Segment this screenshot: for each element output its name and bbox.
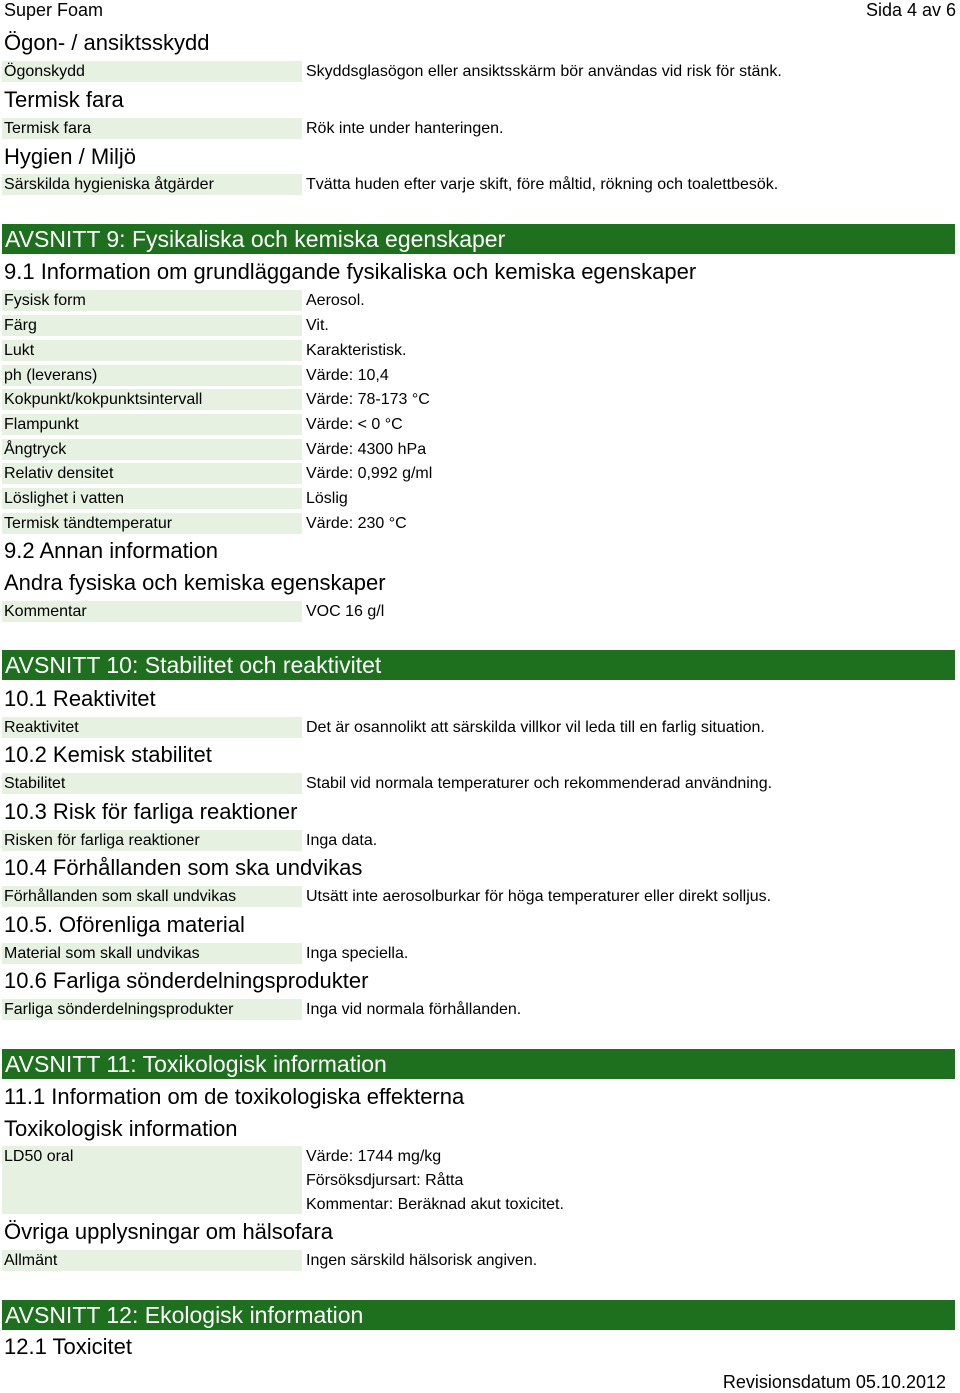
section-12-1-heading: 12.1 Toxicitet <box>4 1334 133 1359</box>
section-9-2-heading: 9.2 Annan information <box>4 538 219 563</box>
hygiene-value: Tvätta huden efter varje skift, före måltid, rökning och toalettbesök. <box>306 176 779 193</box>
prop-value: Värde: 4300 hPa <box>306 441 427 458</box>
subsection-heading: 10.6 Farliga sönderdelningsprodukter <box>4 968 369 993</box>
prop-value: Värde: 10,4 <box>306 367 389 384</box>
subsection-label: Förhållanden som skall undvikas <box>2 886 302 907</box>
thermal-heading: Termisk fara <box>4 87 124 112</box>
subsection-heading: 10.5. Oförenliga material <box>4 912 245 937</box>
prop-label: Fysisk form <box>2 290 302 311</box>
thermal-value: Rök inte under hanteringen. <box>306 120 504 137</box>
subsection-label: Reaktivitet <box>2 717 302 738</box>
eye-value: Skyddsglasögon eller ansiktsskärm bör användas vid risk för stänk. <box>306 63 782 80</box>
section-10-title: AVSNITT 10: Stabilitet och reaktivitet <box>5 652 382 678</box>
ld50-value: Värde: 1744 mg/kg <box>306 1148 442 1165</box>
prop-value: Löslig <box>306 490 348 507</box>
section-9-1-heading: 9.1 Information om grundläggande fysikaliska och kemiska egenskaper <box>4 259 697 284</box>
health-hazard-heading: Övriga upplysningar om hälsofara <box>4 1219 333 1244</box>
section-10-bar <box>2 650 955 680</box>
hygiene-label: Särskilda hygieniska åtgärder <box>2 174 302 195</box>
subsection-value: Inga speciella. <box>306 945 409 962</box>
prop-label: Kokpunkt/kokpunktsintervall <box>2 389 302 410</box>
subsection-heading: 10.4 Förhållanden som ska undvikas <box>4 855 363 880</box>
subsection-value: Inga data. <box>306 832 378 849</box>
subsection-value: Stabil vid normala temperaturer och rekommenderad användning. <box>306 775 773 792</box>
prop-value: Värde: 230 °C <box>306 515 407 532</box>
general-label: Allmänt <box>2 1250 302 1271</box>
prop-value: Värde: 78-173 °C <box>306 391 430 408</box>
ld50-species: Försöksdjursart: Råtta <box>306 1172 464 1189</box>
prop-value: Vit. <box>306 317 329 334</box>
prop-label: Färg <box>2 315 302 336</box>
subsection-heading: 10.2 Kemisk stabilitet <box>4 742 212 767</box>
tox-info-heading: Toxikologisk information <box>4 1116 238 1141</box>
prop-label: Ångtryck <box>2 439 302 460</box>
subsection-value: Det är osannolikt att särskilda villkor vil leda till en farlig situation. <box>306 719 765 736</box>
eye-label: Ögonskydd <box>2 61 302 82</box>
prop-value: Värde: < 0 °C <box>306 416 403 433</box>
thermal-label: Termisk fara <box>2 118 302 139</box>
subsection-heading: 10.3 Risk för farliga reaktioner <box>4 799 298 824</box>
ld50-comment: Kommentar: Beräknad akut toxicitet. <box>306 1196 564 1213</box>
eye-heading: Ögon- / ansiktsskydd <box>4 30 210 55</box>
subsection-label: Stabilitet <box>2 773 302 794</box>
subsection-value: Utsätt inte aerosolburkar för höga temperaturer eller direkt solljus. <box>306 888 772 905</box>
subsection-heading: 10.1 Reaktivitet <box>4 686 156 711</box>
subsection-label: Farliga sönderdelningsprodukter <box>2 999 302 1020</box>
product-name: Super Foam <box>4 0 104 20</box>
prop-label: Termisk tändtemperatur <box>2 513 302 534</box>
hygiene-heading: Hygien / Miljö <box>4 144 137 169</box>
section-9-bar <box>2 224 955 254</box>
comment-label: Kommentar <box>2 601 302 622</box>
prop-value: Värde: 0,992 g/ml <box>306 465 433 482</box>
subsection-value: Inga vid normala förhållanden. <box>306 1001 522 1018</box>
prop-label: Relativ densitet <box>2 463 302 484</box>
subsection-label: Risken för farliga reaktioner <box>2 830 302 851</box>
prop-value: Aerosol. <box>306 292 365 309</box>
prop-value: Karakteristisk. <box>306 342 407 359</box>
section-9-title: AVSNITT 9: Fysikaliska och kemiska egenskaper <box>5 226 506 252</box>
prop-label: Löslighet i vatten <box>2 488 302 509</box>
section-12-bar <box>2 1300 955 1330</box>
prop-label: Lukt <box>2 340 302 361</box>
prop-label: Flampunkt <box>2 414 302 435</box>
section-11-1-heading: 11.1 Information om de toxikologiska effekterna <box>4 1084 465 1109</box>
general-value: Ingen särskild hälsorisk angiven. <box>306 1252 538 1269</box>
subsection-label: Material som skall undvikas <box>2 943 302 964</box>
other-properties-heading: Andra fysiska och kemiska egenskaper <box>4 570 386 595</box>
revision-date: Revisionsdatum 05.10.2012 <box>722 1372 946 1392</box>
section-11-title: AVSNITT 11: Toxikologisk information <box>5 1051 387 1077</box>
section-11-bar <box>2 1049 955 1079</box>
prop-label: ph (leverans) <box>2 365 302 386</box>
comment-value: VOC 16 g/l <box>306 603 385 620</box>
page-number: Sida 4 av 6 <box>865 0 956 20</box>
ld50-label: LD50 oral <box>2 1146 302 1214</box>
section-12-title: AVSNITT 12: Ekologisk information <box>5 1302 364 1328</box>
